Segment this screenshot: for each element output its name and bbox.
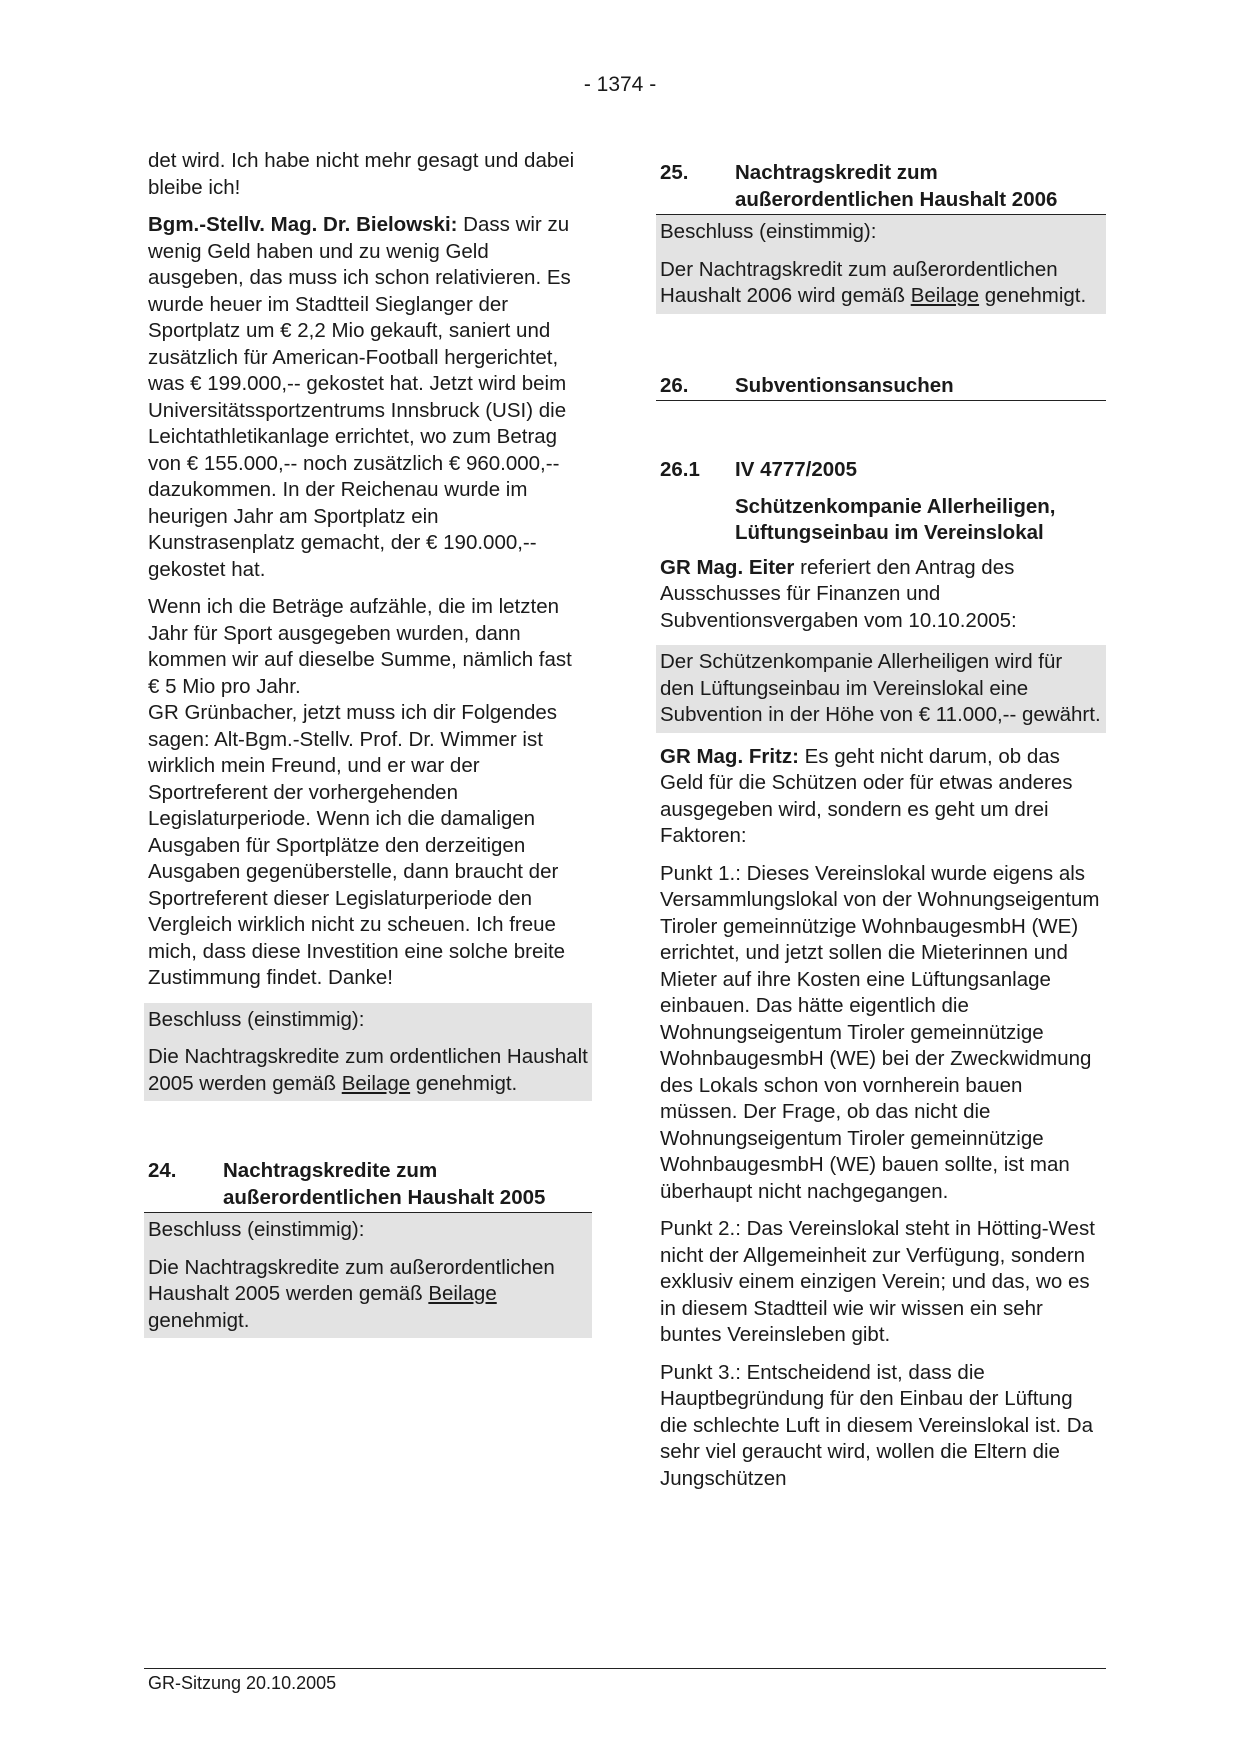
section-heading-26 [656,373,1106,402]
resolution-text [660,257,1102,310]
section-heading-25 [656,160,1106,215]
speaker-name: GR Mag. Eiter [660,555,795,579]
speaker-name: Bgm.-Stellv. Mag. Dr. Bielowski: [148,213,458,236]
section-number: 25. [660,161,689,184]
proposal-box [656,645,1106,733]
subsection-code: IV 4777/2005 [735,458,857,481]
paragraph-text: Wenn ich die Beträge aufzähle, die im letzten Jahr für Sport ausgegeben wurden, dann kommen wir auf dieselbe Summe, nämlich fast € 5 Mio pro Jahr. [148,595,572,698]
resolution-label: Beschluss (einstimmig): [148,1007,365,1031]
resolution-box [656,215,1106,314]
paragraph [660,555,1102,635]
paragraph: Punkt 1.: Dieses Vereinslokal wurde eigens als Versammlungslokal von der Wohnungseigentum Tiroler gemeinnützige WohnbaugesmbH (WE) errichtet, und jetzt sollen die Mieterinnen und Mieter auf ihre Kosten eine Lüftungsanlage einbauen. Das hätte eigentlich die Wohnungseigentum Tiroler gemeinnützige WohnbaugesmbH (WE) bei der Zweckwidmung des Lokals schon von vornherein bauen müssen. Der Frage, ob das nicht die Wohnungseigentum Tiroler gemeinnützige WohnbaugesmbH (WE) bauen sollte, ist man überhaupt nicht nachgegangen. [660,861,1100,1203]
section-title: Nachtragskredite zum außerordentlichen Haushalt 2005 [223,1159,546,1209]
speech-text: referiert den Antrag des Ausschusses für Finanzen und Subventionsvergaben vom 10.10.2005: [660,555,1017,632]
section-number: 26. [660,373,689,397]
paragraph: Punkt 3.: Entscheidend ist, dass die Hauptbegründung für den Einbau der Lüftung die schlechte Luft in diesem Vereinslokal ist. Da sehr viel geraucht wird, wollen die Eltern die Jungschützen [660,1360,1094,1490]
speaker-name: GR Mag. Fritz: [660,744,799,768]
subsection-heading-26-1 [660,457,1102,484]
speech-text: Es geht nicht darum, ob das Geld für die Schützen oder für etwas anderes ausgegeben wird, sondern es geht um drei Faktoren: [660,744,1073,847]
paragraph [148,212,588,583]
paragraph: GR Grünbacher, jetzt muss ich dir Folgendes sagen: Alt-Bgm.-Stellv. Prof. Dr. Wimmer ist wirklich mein Freund, und er war der Sportreferent der vorhergehenden Legislaturperiode. Wenn ich die damaligen Ausgaben für Sportplätze den derzeitigen Ausgaben gegenüberstelle, dann braucht der Sportreferent dieser Legislaturperiode den Vergleich wirklich nicht zu scheuen. Ich freue mich, dass diese Investition eine solche breite Zustimmung findet. Danke! [148,701,566,989]
attachment-link[interactable]: Beilage [341,1071,411,1095]
resolution-label: Beschluss (einstimmig): [660,220,877,243]
section-title: Subventionsansuchen [735,373,954,397]
section-heading-24 [144,1158,592,1213]
resolution-text [148,1044,588,1097]
resolution-box [144,1213,592,1338]
paragraph: det wird. Ich habe nicht mehr gesagt und dabei bleibe ich! [148,149,575,199]
section-number: 24. [148,1159,177,1182]
resolution-end: genehmigt. [148,1308,250,1332]
attachment-link[interactable]: Beilage [910,284,980,307]
attachment-link[interactable]: Beilage [428,1282,497,1305]
subsection-number: 26.1 [660,458,700,481]
resolution-body: Der Nachtragskredit zum außerordentlichen Haushalt 2006 wird gemäß [660,257,1058,307]
resolution-box [144,1003,592,1102]
resolution-body: Die Nachtragskredite zum außerordentlichen Haushalt 2005 werden gemäß [148,1255,555,1305]
paragraph [148,594,588,700]
paragraph: Punkt 2.: Das Vereinslokal steht in Hötting-West nicht der Allgemeinheit zur Verfügung, sondern exklusiv einem einzigen Verein; und das, wo es in diesem Stadtteil wie wir wissen ein sehr buntes Vereinsleben gibt. [660,1217,1095,1346]
page-number: - 1374 - [583,73,657,96]
paragraph [660,744,1102,850]
resolution-body: Die Nachtragskredite zum ordentlichen Haushalt 2005 werden gemäß [148,1045,588,1095]
subsection-title: Schützenkompanie Allerheiligen, Lüftungseinbau im Vereinslokal [735,494,1056,544]
resolution-text [148,1255,588,1335]
resolution-label: Beschluss (einstimmig): [148,1218,365,1241]
footer-session-date: GR-Sitzung 20.10.2005 [148,1673,337,1693]
speech-text: Dass wir zu wenig Geld haben und zu wenig Geld ausgeben, das muss ich schon relativieren. Es wurde heuer im Stadtteil Sieglanger der Sportplatz um € 2,2 Mio gekauft, saniert und zusätzlich für American-Football hergerichtet, was € 199.000,-- gekostet hat. Jetzt wird beim Universitätssportzentrums Innsbruck (USI) die Leichtathletikanlage errichtet, wo zum Betrag von € 155.000,-- noch zusätzlich € 960.000,-- dazukommen. In der Reichenau wurde im heurigen Jahr am Sportplatz ein Kunstrasenplatz gemacht, der € 190.000,-- gekostet hat. [148,213,571,581]
right-column [660,160,1102,1503]
resolution-end: genehmigt. [410,1071,518,1095]
resolution-end: genehmigt. [979,284,1087,307]
proposal-text: Der Schützenkompanie Allerheiligen wird für den Lüftungseinbau im Vereinslokal eine Subvention in der Höhe von € 11.000,-- gewährt. [660,650,1101,726]
left-column [148,148,588,1349]
section-title: Nachtragskredit zum außerordentlichen Haushalt 2006 [735,161,1058,211]
footer-divider [144,1668,1106,1669]
